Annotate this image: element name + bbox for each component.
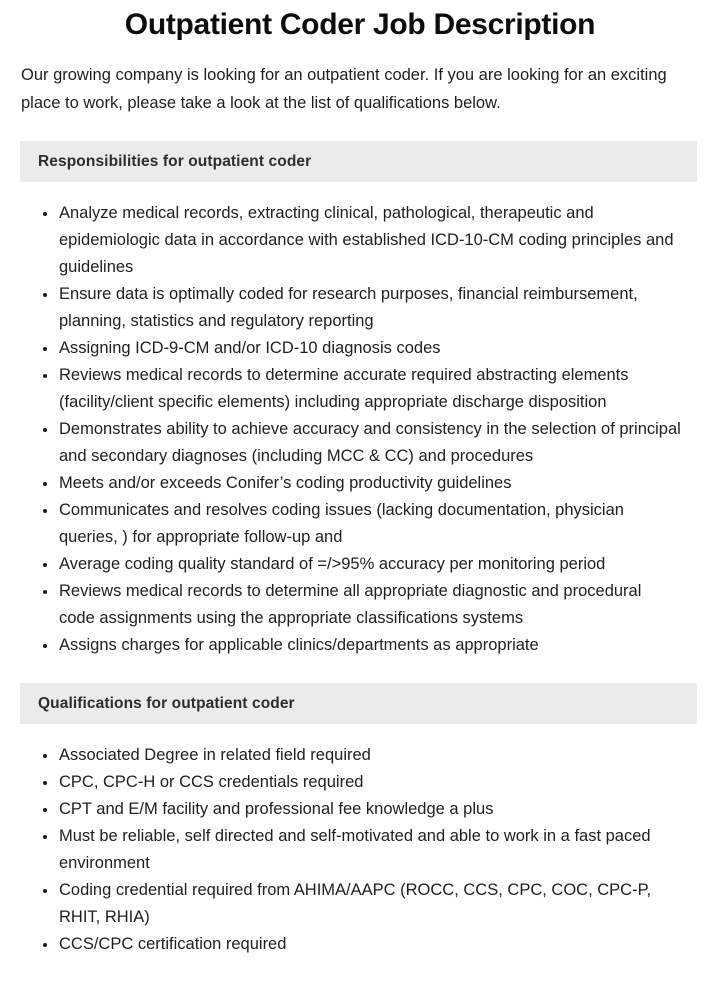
section-header-qualifications [20, 683, 697, 724]
list-item: CPT and E/M facility and professional fee knowledge a plus [0, 796, 681, 823]
list-item: Analyze medical records, extracting clinical, pathological, therapeutic and epidemiologic data in accordance with established ICD-10-CM coding principles and guidelines [0, 200, 681, 281]
section-heading-label: Responsibilities for outpatient coder [38, 152, 312, 170]
list-item: Communicates and resolves coding issues (lacking documentation, physician queries, ) for appropriate follow-up and [0, 497, 681, 551]
list-item: Assigns charges for applicable clinics/departments as appropriate [0, 632, 681, 659]
list-item: Average coding quality standard of =/>95% accuracy per monitoring period [0, 551, 681, 578]
list-item: CCS/CPC certification required [0, 931, 681, 958]
list-item: Ensure data is optimally coded for research purposes, financial reimbursement, planning, statistics and regulatory reporting [0, 281, 681, 335]
list-item: Assigning ICD-9-CM and/or ICD-10 diagnosis codes [0, 335, 681, 362]
responsibilities-list [0, 200, 720, 659]
section-header-responsibilities [20, 141, 697, 182]
list-item: Coding credential required from AHIMA/AAPC (ROCC, CCS, CPC, COC, CPC-P, RHIT, RHIA) [0, 877, 681, 931]
list-item: Must be reliable, self directed and self-motivated and able to work in a fast paced environment [0, 823, 681, 877]
intro-paragraph: Our growing company is looking for an outpatient coder. If you are looking for an exciting place to work, please take a look at the list of qualifications below. [21, 66, 667, 112]
list-item: Associated Degree in related field required [0, 742, 681, 769]
list-item: Reviews medical records to determine all appropriate diagnostic and procedural code assignments using the appropriate classifications systems [0, 578, 681, 632]
list-item: CPC, CPC-H or CCS credentials required [0, 769, 681, 796]
list-item: Reviews medical records to determine accurate required abstracting elements (facility/client specific elements) including appropriate discharge disposition [0, 362, 681, 416]
section-qualifications [0, 683, 720, 958]
list-item: Meets and/or exceeds Conifer’s coding productivity guidelines [0, 470, 681, 497]
page-title: Outpatient Coder Job Description [124, 8, 596, 41]
section-responsibilities [0, 141, 720, 659]
section-heading-label: Qualifications for outpatient coder [38, 694, 295, 712]
list-item: Demonstrates ability to achieve accuracy and consistency in the selection of principal and secondary diagnoses (including MCC & CC) and procedures [0, 416, 681, 470]
qualifications-list [0, 742, 720, 958]
